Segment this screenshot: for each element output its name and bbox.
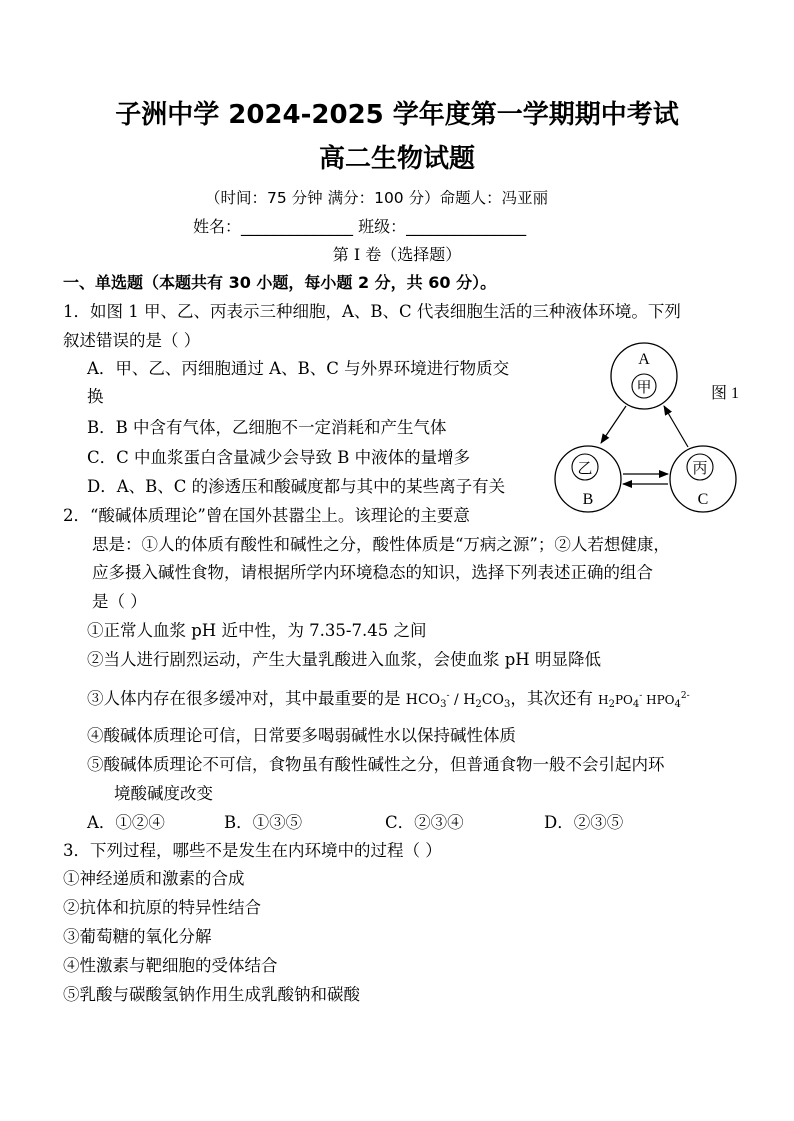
- q2-s3-text2: ，其次还有: [510, 689, 599, 708]
- label-bing: 丙: [692, 459, 708, 477]
- q1-option-a-line2[interactable]: 换: [87, 387, 104, 406]
- name-class-field[interactable]: 姓名：______________ 班级：_______________: [193, 217, 527, 236]
- label-c: C: [697, 491, 709, 508]
- exam-subtitle: 高二生物试题: [318, 144, 475, 174]
- formula-phosphate: $H_2PO_4^-$ $HPO_4^{2-}$: [598, 691, 690, 710]
- q2-stem-line1: 2．“酸碱体质理论”曾在国外甚嚣尘上。该理论的主要意: [63, 506, 470, 525]
- q2-option-a[interactable]: A．①②④: [87, 813, 165, 832]
- q3-item-3: ③葡萄糖的氧化分解: [63, 927, 212, 946]
- q2-stem-line3: 应多摄入碱性食物，请根据所学内环境稳态的知识，选择下列表述正确的组合: [92, 563, 653, 582]
- q1-stem-line1: 1．如图 1 甲、乙、丙表示三种细胞，A、B、C 代表细胞生活的三种液体环境。下列: [63, 302, 681, 321]
- formula-hco3: $HCO_3^- / H_2CO_3$: [405, 691, 511, 710]
- q2-statement-1: ①正常人血浆 pH 近中性，为 7.35-7.45 之间: [87, 621, 427, 640]
- q2-statement-5-line1: ⑤酸碱体质理论不可信，食物虽有酸性碱性之分，但普通食物一般不会引起内环: [87, 755, 665, 774]
- q2-statement-2: ②当人进行剧烈运动，产生大量乳酸进入血浆，会使血浆 pH 明显降低: [87, 650, 601, 669]
- q3-stem: 3．下列过程，哪些不是发生在内环境中的过程（ ）: [63, 841, 442, 860]
- label-b: B: [582, 491, 594, 508]
- figure-caption: 图 1: [711, 385, 740, 402]
- q3-item-1: ①神经递质和激素的合成: [63, 869, 245, 888]
- arrow-c-to-a: [664, 406, 688, 447]
- q3-item-5: ⑤乳酸与碳酸氢钠作用生成乳酸钠和碳酸: [63, 985, 360, 1004]
- q2-stem-line4: 是（ ）: [92, 592, 147, 611]
- q2-statement-4: ④酸碱体质理论可信，日常要多喝弱碱性水以保持碱性体质: [87, 726, 516, 745]
- part1-heading: 一、单选题（本题共有 30 小题，每小题 2 分，共 60 分）。: [63, 273, 497, 292]
- q2-statement-3: [87, 685, 690, 716]
- q1-stem-line2: 叙述错误的是（ ）: [63, 331, 201, 350]
- label-a: A: [638, 351, 650, 368]
- q1-option-d[interactable]: D．A、B、C 的渗透压和酸碱度都与其中的某些离子有关: [87, 477, 506, 496]
- q2-option-c[interactable]: C．②③④: [385, 813, 464, 832]
- label-yi: 乙: [577, 459, 593, 477]
- q2-statement-5-line2: 境酸碱度改变: [114, 784, 213, 803]
- arrow-a-to-b: [601, 406, 626, 443]
- figure-1-diagram: [548, 340, 788, 522]
- q1-option-b[interactable]: B．B 中含有气体，乙细胞不一定消耗和产生气体: [87, 418, 447, 437]
- q2-option-b[interactable]: B．①③⑤: [224, 813, 303, 832]
- q2-s3-text1: ③人体内存在很多缓冲对，其中最重要的是: [87, 689, 406, 708]
- q2-option-d[interactable]: D．②③⑤: [544, 813, 624, 832]
- exam-title: 子洲中学 2024-2025 学年度第一学期期中考试: [115, 100, 679, 130]
- section-heading: 第 I 卷（选择题）: [332, 245, 462, 264]
- q3-item-4: ④性激素与靶细胞的受体结合: [63, 956, 278, 975]
- q1-option-c[interactable]: C．C 中血浆蛋白含量减少会导致 B 中液体的量增多: [87, 448, 471, 467]
- q2-stem-line2: 思是：①人的体质有酸性和碱性之分，酸性体质是“万病之源”；②人若想健康，: [92, 535, 670, 554]
- q1-option-a-line1[interactable]: A．甲、乙、丙细胞通过 A、B、C 与外界环境进行物质交: [87, 359, 510, 378]
- exam-info: （时间：75 分钟 满分：100 分）命题人：冯亚丽: [205, 189, 549, 207]
- label-jia: 甲: [636, 378, 652, 396]
- q3-item-2: ②抗体和抗原的特异性结合: [63, 898, 261, 917]
